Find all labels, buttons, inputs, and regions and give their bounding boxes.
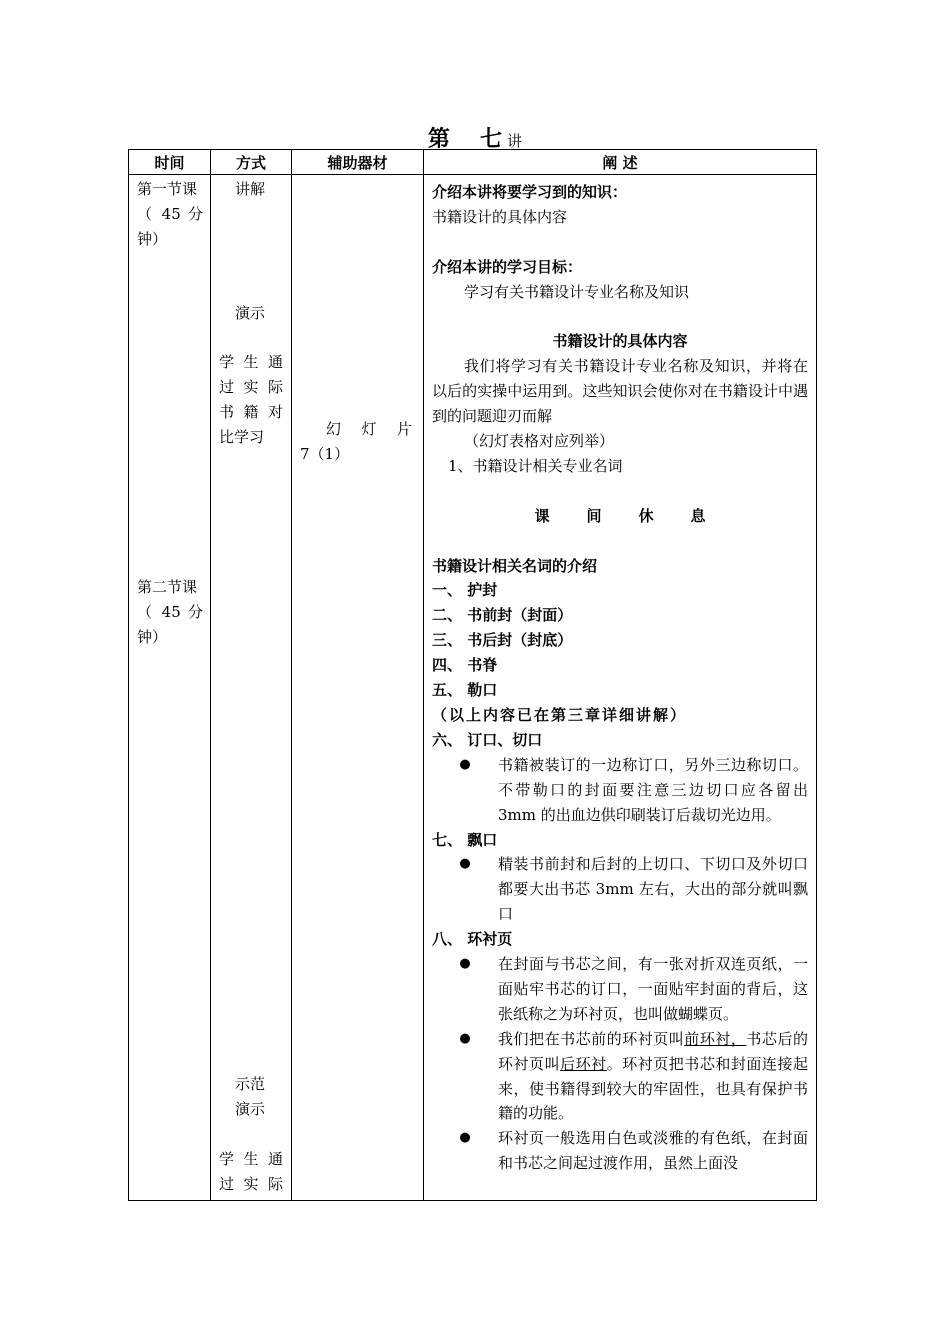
session1-label: 第一节课 <box>137 180 198 198</box>
bullet-icon: ● <box>459 1030 471 1046</box>
method-demo: 演示 <box>235 304 266 322</box>
bullet-icon: ● <box>459 856 471 872</box>
covered-note: （以上内容已在第三章详细讲解） <box>432 705 688 724</box>
intro-paragraph: 我们将学习有关书籍设计专业名称及知识，并将在以后的实操中运用到。这些知识会使你对在书籍设计中遇到的问题迎刃而解 <box>432 357 808 426</box>
lecture-title-main-a: 第 <box>427 126 450 152</box>
method-compare-l4: 比学习 <box>219 428 265 446</box>
method-compare-l3: 书 籍 对 <box>219 403 283 421</box>
table-header-row <box>129 150 817 175</box>
method-lecture: 讲解 <box>235 180 266 198</box>
slides-note: （幻灯表格对应列举） <box>464 432 615 451</box>
term-item: 五、 勒口 <box>432 681 498 700</box>
intro-text: 书籍设计的具体内容 <box>432 207 568 226</box>
list-item: ● 在封面与书芯之间，有一张对折双连页纸，一面贴牢书芯的订口，一面贴牢封面的背后，这张纸称之为环衬页，也叫做蝴蝶页。 <box>432 952 808 1027</box>
goal-text: 学习有关书籍设计专业名称及知识 <box>464 282 690 301</box>
lecture-title-sub: 讲 <box>507 132 523 150</box>
list-item: ● 精装书前封和后封的上切口、下切口及外切口都要大出书芯 3mm 左右，大出的部分就叫飘口 <box>432 852 808 927</box>
intro-heading: 介绍本讲将要学习到的知识： <box>432 183 628 201</box>
aids-slides-number: 7（1） <box>300 445 350 463</box>
term-item: 八、 环衬页 <box>432 930 513 949</box>
lesson-plan-table <box>128 149 817 1201</box>
session2-label: 第二节课 <box>137 578 198 596</box>
method-compare-l2: 过 实 际 <box>219 378 283 396</box>
lecture-title-main-b: 七 <box>479 126 502 152</box>
list-item: ● 书籍被装订的一边称订口，另外三边称切口。不带勒口的封面要注意三边切口应各留出 3mm 的出血边供印刷装订后裁切光边用。 <box>432 753 808 828</box>
session2-duration: （ 45 分 <box>137 603 203 621</box>
term-item: 二、 书前封（封面） <box>432 606 573 625</box>
method-compare-l1: 学 生 通 <box>219 353 283 371</box>
goal-heading: 介绍本讲的学习目标： <box>432 257 583 276</box>
bullet-icon: ● <box>459 756 471 772</box>
method-practice-l2: 过 实 际 <box>219 1175 283 1193</box>
term-item: 一、 护封 <box>432 581 498 600</box>
terms-heading: 书籍设计相关名词的介绍 <box>432 556 598 575</box>
break-label: 课 间 休 息 <box>534 506 706 525</box>
header-aids: 辅助器材 <box>292 150 424 175</box>
aids-column <box>292 175 424 1201</box>
table-row <box>129 175 817 1201</box>
session2-unit: 钟） <box>137 628 168 646</box>
term-item: 六、 订口、切口 <box>432 730 543 749</box>
section-title: 书籍设计的具体内容 <box>552 332 688 351</box>
session1-unit: 钟） <box>137 230 168 248</box>
aids-slides: 幻 灯 片 <box>326 420 412 438</box>
list-item: ● 我们把在书芯前的环衬页叫前环衬，书芯后的环衬页叫后环衬。环衬页把书芯和封面连接起来，使书籍得到较大的牢固性，也具有保护书籍的功能。 <box>432 1027 808 1127</box>
bullet-icon: ● <box>459 1130 471 1146</box>
term-item: 四、 书脊 <box>432 656 498 675</box>
method-column <box>211 175 292 1201</box>
terms-intro: 1、书籍设计相关专业名词 <box>448 456 623 475</box>
time-column <box>129 175 211 1201</box>
header-method: 方式 <box>211 150 292 175</box>
term-item: 七、 飘口 <box>432 830 498 849</box>
description-column <box>424 175 817 1201</box>
header-description: 阐 述 <box>424 150 817 175</box>
method-showcase-l2: 演示 <box>235 1100 266 1118</box>
session1-duration: （ 45 分 <box>137 205 203 223</box>
header-time: 时间 <box>129 150 211 175</box>
method-practice-l1: 学 生 通 <box>219 1150 283 1168</box>
list-item: ● 环衬页一般选用白色或淡雅的有色纸，在封面和书芯之间起过渡作用，虽然上面没 <box>432 1126 808 1176</box>
bullet-icon: ● <box>459 956 471 972</box>
method-showcase-l1: 示范 <box>235 1075 266 1093</box>
term-item: 三、 书后封（封底） <box>432 631 573 650</box>
